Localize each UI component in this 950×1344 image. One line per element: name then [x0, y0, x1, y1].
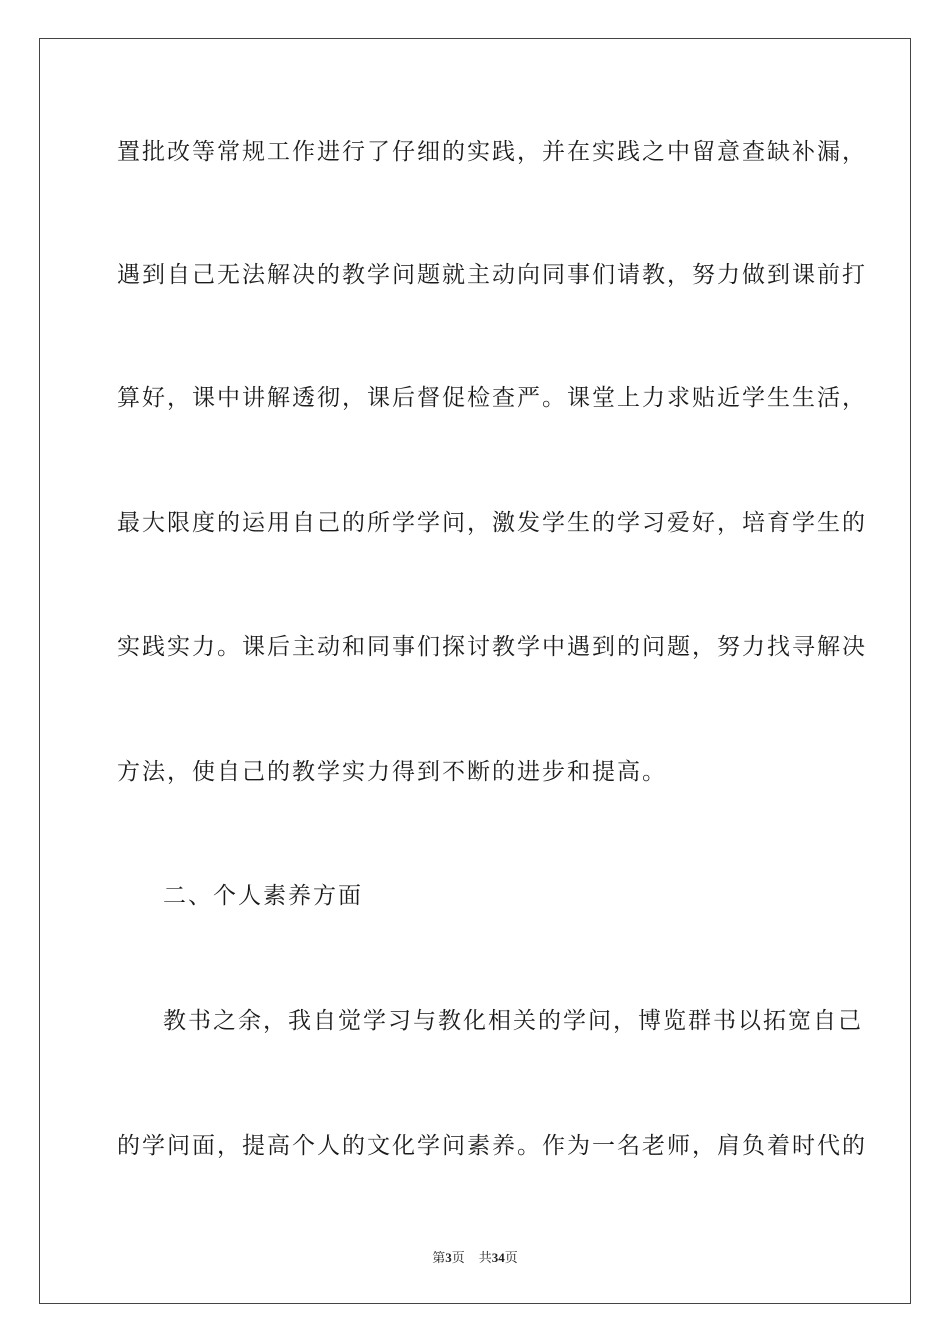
- footer-total-suffix: 页: [504, 1250, 518, 1265]
- footer-total-pages: 34: [491, 1250, 505, 1265]
- body-line-5: 实践实力。课后主动和同事们探讨教学中遇到的问题，努力找寻解决: [117, 634, 867, 660]
- footer-total-prefix: 共: [478, 1250, 492, 1265]
- page-footer: [0, 1247, 950, 1266]
- body-line-1: 置批改等常规工作进行了仔细的实践，并在实践之中留意查缺补漏，: [117, 139, 867, 165]
- paragraph2-line-1: 教书之余，我自觉学习与教化相关的学问，博览群书以拓宽自己: [163, 1008, 863, 1034]
- section-heading: 二、个人素养方面: [163, 883, 363, 909]
- body-line-4: 最大限度的运用自己的所学学问，激发学生的学习爱好，培育学生的: [117, 510, 867, 536]
- body-line-2: 遇到自己无法解决的教学问题就主动向同事们请教，努力做到课前打: [117, 262, 867, 288]
- paragraph2-line-2: 的学问面，提高个人的文化学问素养。作为一名老师，肩负着时代的: [117, 1133, 867, 1159]
- footer-page-prefix: 第: [432, 1250, 446, 1265]
- body-line-3: 算好，课中讲解透彻，课后督促检查严。课堂上力求贴近学生生活，: [117, 385, 867, 411]
- page-border: [39, 38, 911, 1304]
- body-line-6: 方法，使自己的教学实力得到不断的进步和提高。: [117, 759, 667, 785]
- footer-page-number: 3: [445, 1250, 452, 1265]
- footer-page-suffix: 页: [451, 1250, 465, 1265]
